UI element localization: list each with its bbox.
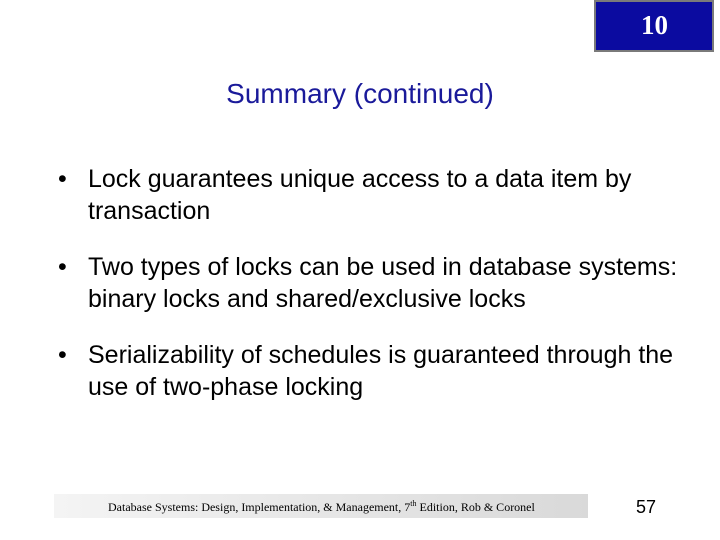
page-number: 57 [636,497,657,517]
bullet-text: Two types of locks can be used in database systems: binary locks and shared/exclusive locks [88,253,678,313]
citation-before: Database Systems: Design, Implementation, & Management, 7 [108,500,411,514]
chapter-badge [594,0,714,52]
slide-title: Summary (continued) [226,78,494,109]
bullet-marker: • [58,253,67,281]
bullet-text: Lock guarantees unique access to a data item by transaction [88,165,632,225]
bullet-list [58,163,678,427]
bullet-item [58,251,678,315]
footer-citation [54,494,588,518]
bullet-marker: • [58,341,67,369]
citation-after: Edition, Rob & Coronel [416,500,535,514]
bullet-marker: • [58,165,67,193]
chapter-number: 10 [641,10,668,40]
bullet-item [58,339,678,403]
bullet-item [58,163,678,227]
bullet-text: Serializability of schedules is guaranteed through the use of two-phase locking [88,341,674,401]
citation-text [108,499,535,515]
citation-superscript: th [410,499,417,508]
